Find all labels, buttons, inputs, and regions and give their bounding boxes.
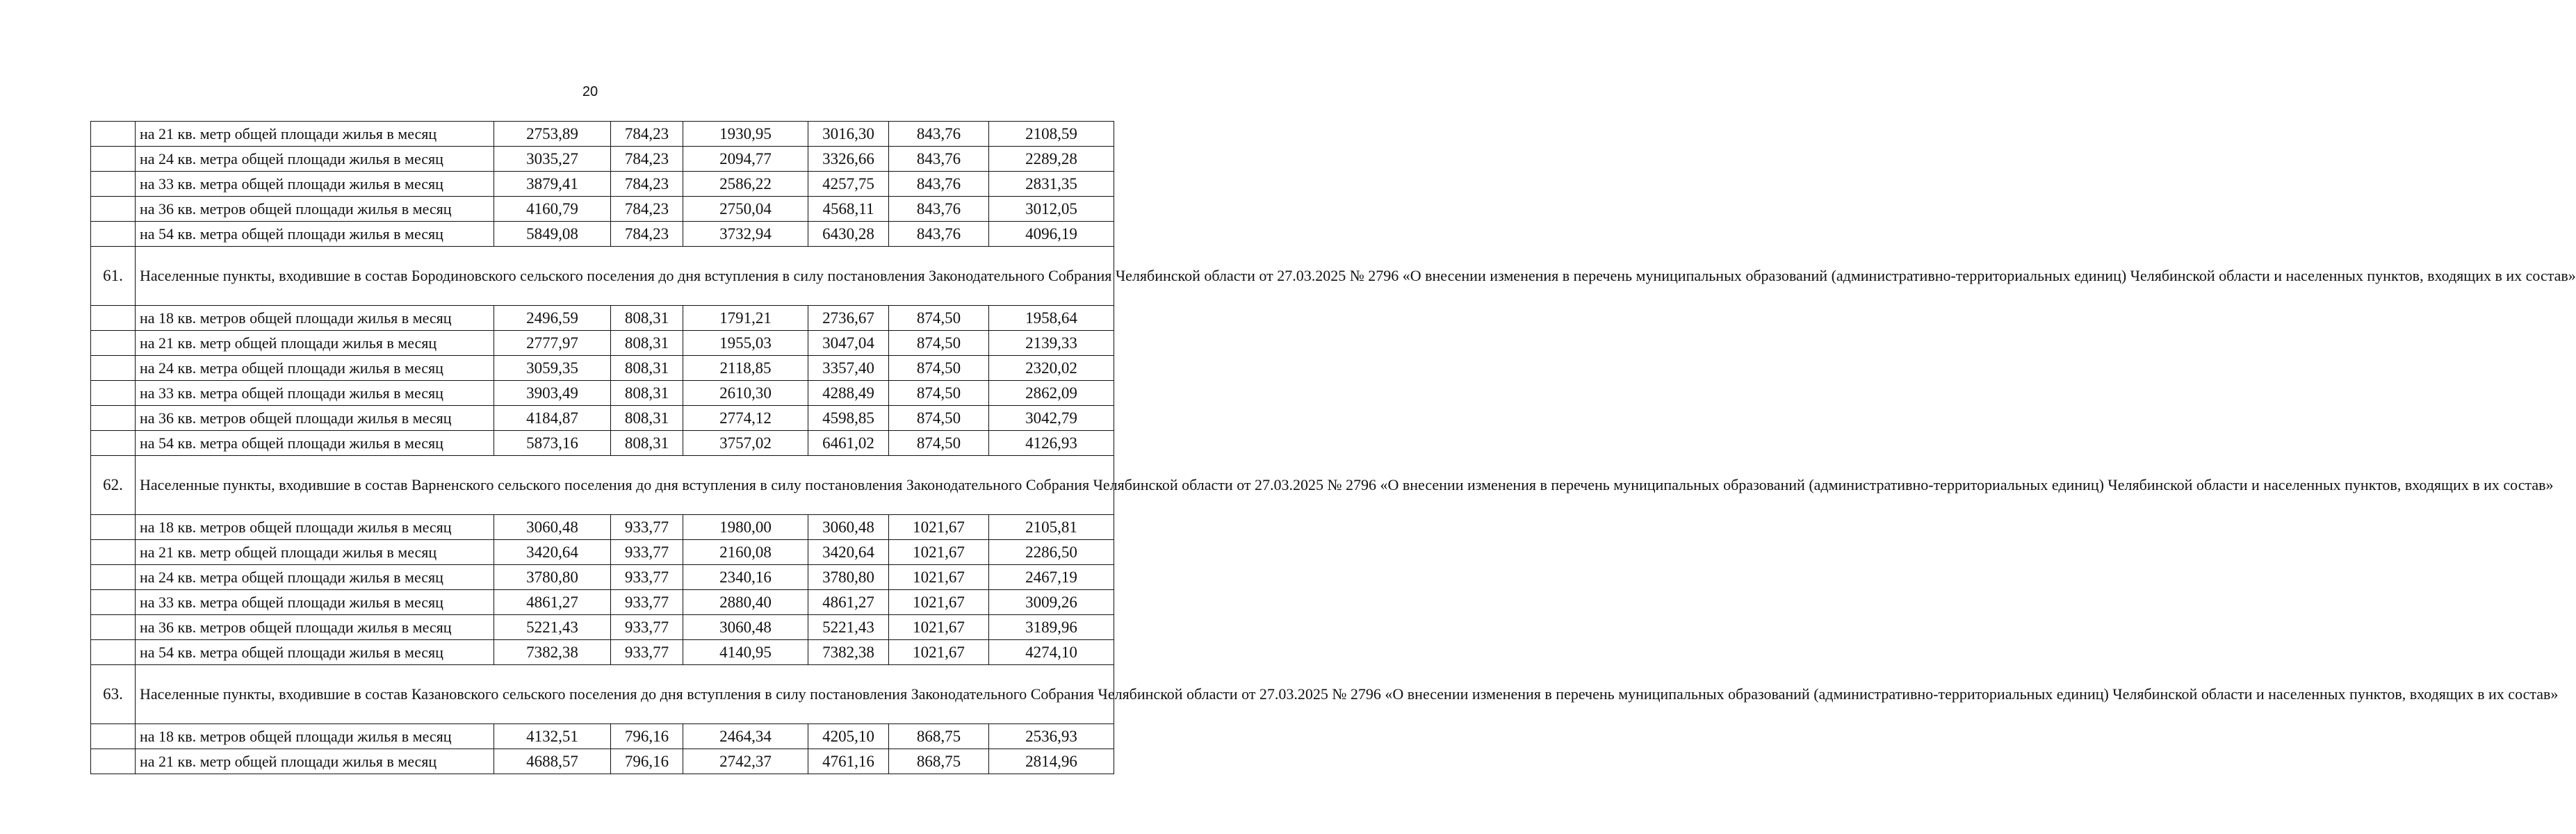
value-cell: 2320,02 [989,356,1114,381]
section-index: 63. [91,665,136,724]
value-cell: 6430,28 [808,222,889,247]
value-cell: 933,77 [611,640,683,665]
value-cell: 3016,30 [808,122,889,147]
section-index: 61. [91,247,136,306]
value-cell: 3042,79 [989,406,1114,431]
row-index-empty [91,381,136,406]
value-cell: 2496,59 [494,306,611,331]
value-cell: 4761,16 [808,749,889,774]
row-index-empty [91,724,136,749]
value-cell: 2750,04 [683,197,808,222]
row-label: на 18 кв. метров общей площади жилья в месяц [136,306,494,331]
row-index-empty [91,306,136,331]
row-index-empty [91,565,136,590]
row-label: на 54 кв. метра общей площади жилья в месяц [136,431,494,456]
value-cell: 843,76 [889,222,989,247]
row-label: на 36 кв. метров общей площади жилья в месяц [136,615,494,640]
value-cell: 4861,27 [808,590,889,615]
value-cell: 3420,64 [494,540,611,565]
row-label: на 21 кв. метр общей площади жилья в месяц [136,122,494,147]
value-cell: 2467,19 [989,565,1114,590]
value-cell: 4132,51 [494,724,611,749]
row-label: на 21 кв. метр общей площади жилья в месяц [136,331,494,356]
value-cell: 3780,80 [494,565,611,590]
row-label: на 33 кв. метра общей площади жилья в месяц [136,381,494,406]
value-cell: 933,77 [611,590,683,615]
value-cell: 5873,16 [494,431,611,456]
value-cell: 808,31 [611,431,683,456]
value-cell: 4160,79 [494,197,611,222]
value-cell: 4274,10 [989,640,1114,665]
row-label: на 24 кв. метра общей площади жилья в месяц [136,565,494,590]
value-cell: 2464,34 [683,724,808,749]
value-cell: 868,75 [889,724,989,749]
value-cell: 874,50 [889,431,989,456]
table-row [91,147,1114,172]
value-cell: 2742,37 [683,749,808,774]
value-cell: 2340,16 [683,565,808,590]
value-cell: 3189,96 [989,615,1114,640]
value-cell: 2610,30 [683,381,808,406]
value-cell: 4140,95 [683,640,808,665]
value-cell: 3047,04 [808,331,889,356]
table-row [91,172,1114,197]
value-cell: 2777,97 [494,331,611,356]
value-cell: 3009,26 [989,590,1114,615]
table-row [91,306,1114,331]
value-cell: 2289,28 [989,147,1114,172]
value-cell: 784,23 [611,147,683,172]
value-cell: 3060,48 [808,515,889,540]
row-index-empty [91,197,136,222]
page-number: 20 [582,84,598,99]
table-body [91,122,2576,774]
row-label: на 33 кв. метра общей площади жилья в месяц [136,590,494,615]
row-index-empty [91,222,136,247]
value-cell: 843,76 [889,147,989,172]
value-cell: 1021,67 [889,540,989,565]
value-cell: 808,31 [611,381,683,406]
value-cell: 2094,77 [683,147,808,172]
value-cell: 3060,48 [683,615,808,640]
value-cell: 784,23 [611,122,683,147]
table-row [91,122,1114,147]
value-cell: 4257,75 [808,172,889,197]
value-cell: 7382,38 [808,640,889,665]
value-cell: 2108,59 [989,122,1114,147]
value-cell: 808,31 [611,356,683,381]
value-cell: 2753,89 [494,122,611,147]
value-cell: 796,16 [611,724,683,749]
value-cell: 4288,49 [808,381,889,406]
table-row [91,331,1114,356]
table-row [91,197,1114,222]
value-cell: 808,31 [611,331,683,356]
value-cell: 2118,85 [683,356,808,381]
row-label: на 54 кв. метра общей площади жилья в месяц [136,640,494,665]
table-row [91,381,1114,406]
table-row [91,540,1114,565]
row-label: на 36 кв. метров общей площади жилья в месяц [136,406,494,431]
table-row [91,749,1114,774]
value-cell: 2586,22 [683,172,808,197]
value-cell: 1021,67 [889,590,989,615]
table-row [91,724,1114,749]
value-cell: 2862,09 [989,381,1114,406]
value-cell: 4861,27 [494,590,611,615]
row-index-empty [91,406,136,431]
value-cell: 3879,41 [494,172,611,197]
row-label: на 21 кв. метр общей площади жилья в месяц [136,540,494,565]
value-cell: 2814,96 [989,749,1114,774]
value-cell: 1021,67 [889,615,989,640]
value-cell: 784,23 [611,222,683,247]
section-header-row [91,456,1114,515]
value-cell: 808,31 [611,406,683,431]
value-cell: 4598,85 [808,406,889,431]
value-cell: 843,76 [889,197,989,222]
value-cell: 2880,40 [683,590,808,615]
row-label: на 36 кв. метров общей площади жилья в месяц [136,197,494,222]
value-cell: 5849,08 [494,222,611,247]
value-cell: 843,76 [889,172,989,197]
value-cell: 4096,19 [989,222,1114,247]
row-index-empty [91,356,136,381]
row-index-empty [91,540,136,565]
value-cell: 933,77 [611,565,683,590]
table-row [91,515,1114,540]
value-cell: 3732,94 [683,222,808,247]
row-index-empty [91,515,136,540]
value-cell: 796,16 [611,749,683,774]
table-row [91,615,1114,640]
row-label: на 21 кв. метр общей площади жилья в месяц [136,749,494,774]
value-cell: 4126,93 [989,431,1114,456]
value-cell: 784,23 [611,197,683,222]
value-cell: 3060,48 [494,515,611,540]
value-cell: 1021,67 [889,565,989,590]
row-label: на 54 кв. метра общей площади жилья в месяц [136,222,494,247]
value-cell: 874,50 [889,406,989,431]
row-label: на 33 кв. метра общей площади жилья в месяц [136,172,494,197]
value-cell: 874,50 [889,356,989,381]
value-cell: 2105,81 [989,515,1114,540]
value-cell: 3420,64 [808,540,889,565]
section-description: Населенные пункты, входившие в состав Бородиновского сельского поселения до дня вступления в силу постановления Законодательного Собрания Челябинской области от 27.03.2025 № 2796 «О внесении изменения в перечень муниципальных образований (административно-территориальных единиц) Челябинской области и населенных пунктов, входящих в их состав» [136,247,1114,306]
section-description: Населенные пункты, входившие в состав Казановского сельского поселения до дня вступления в силу постановления Законодательного Собрания Челябинской области от 27.03.2025 № 2796 «О внесении изменения в перечень муниципальных образований (административно-территориальных единиц) Челябинской области и населенных пунктов, входящих в их состав» [136,665,1114,724]
row-index-empty [91,615,136,640]
value-cell: 3903,49 [494,381,611,406]
row-index-empty [91,331,136,356]
row-label: на 18 кв. метров общей площади жилья в месяц [136,724,494,749]
section-description: Населенные пункты, входившие в состав Варненского сельского поселения до дня вступления в силу постановления Законодательного Собрания Челябинской области от 27.03.2025 № 2796 «О внесении изменения в перечень муниципальных образований (административно-территориальных единиц) Челябинской области и населенных пунктов, входящих в их состав» [136,456,1114,515]
value-cell: 4205,10 [808,724,889,749]
table-row [91,222,1114,247]
row-label: на 18 кв. метров общей площади жилья в месяц [136,515,494,540]
row-index-empty [91,172,136,197]
row-index-empty [91,749,136,774]
value-cell: 3757,02 [683,431,808,456]
table-row [91,640,1114,665]
value-cell: 933,77 [611,515,683,540]
value-cell: 5221,43 [808,615,889,640]
table-row [91,590,1114,615]
value-cell: 2160,08 [683,540,808,565]
value-cell: 7382,38 [494,640,611,665]
value-cell: 843,76 [889,122,989,147]
value-cell: 3357,40 [808,356,889,381]
table-row [91,406,1114,431]
value-cell: 4184,87 [494,406,611,431]
row-index-empty [91,147,136,172]
value-cell: 2831,35 [989,172,1114,197]
value-cell: 3035,27 [494,147,611,172]
value-cell: 933,77 [611,540,683,565]
row-index-empty [91,431,136,456]
row-index-empty [91,122,136,147]
value-cell: 3059,35 [494,356,611,381]
value-cell: 1958,64 [989,306,1114,331]
value-cell: 2286,50 [989,540,1114,565]
value-cell: 5221,43 [494,615,611,640]
value-cell: 874,50 [889,331,989,356]
value-cell: 1021,67 [889,515,989,540]
value-cell: 2774,12 [683,406,808,431]
row-label: на 24 кв. метра общей площади жилья в месяц [136,356,494,381]
value-cell: 933,77 [611,615,683,640]
value-cell: 868,75 [889,749,989,774]
value-cell: 1955,03 [683,331,808,356]
value-cell: 1930,95 [683,122,808,147]
row-index-empty [91,590,136,615]
value-cell: 4568,11 [808,197,889,222]
value-cell: 3012,05 [989,197,1114,222]
value-cell: 874,50 [889,381,989,406]
table-row [91,565,1114,590]
value-cell: 808,31 [611,306,683,331]
value-cell: 1791,21 [683,306,808,331]
value-cell: 3780,80 [808,565,889,590]
row-label: на 24 кв. метра общей площади жилья в месяц [136,147,494,172]
value-cell: 2139,33 [989,331,1114,356]
value-cell: 2736,67 [808,306,889,331]
table-row [91,431,1114,456]
row-index-empty [91,640,136,665]
section-header-row [91,665,1114,724]
value-cell: 1980,00 [683,515,808,540]
value-cell: 6461,02 [808,431,889,456]
value-cell: 1021,67 [889,640,989,665]
value-cell: 4688,57 [494,749,611,774]
value-cell: 2536,93 [989,724,1114,749]
table-row [91,356,1114,381]
value-cell: 3326,66 [808,147,889,172]
section-header-row [91,247,1114,306]
value-cell: 874,50 [889,306,989,331]
tariff-table [90,121,2576,774]
section-index: 62. [91,456,136,515]
value-cell: 784,23 [611,172,683,197]
